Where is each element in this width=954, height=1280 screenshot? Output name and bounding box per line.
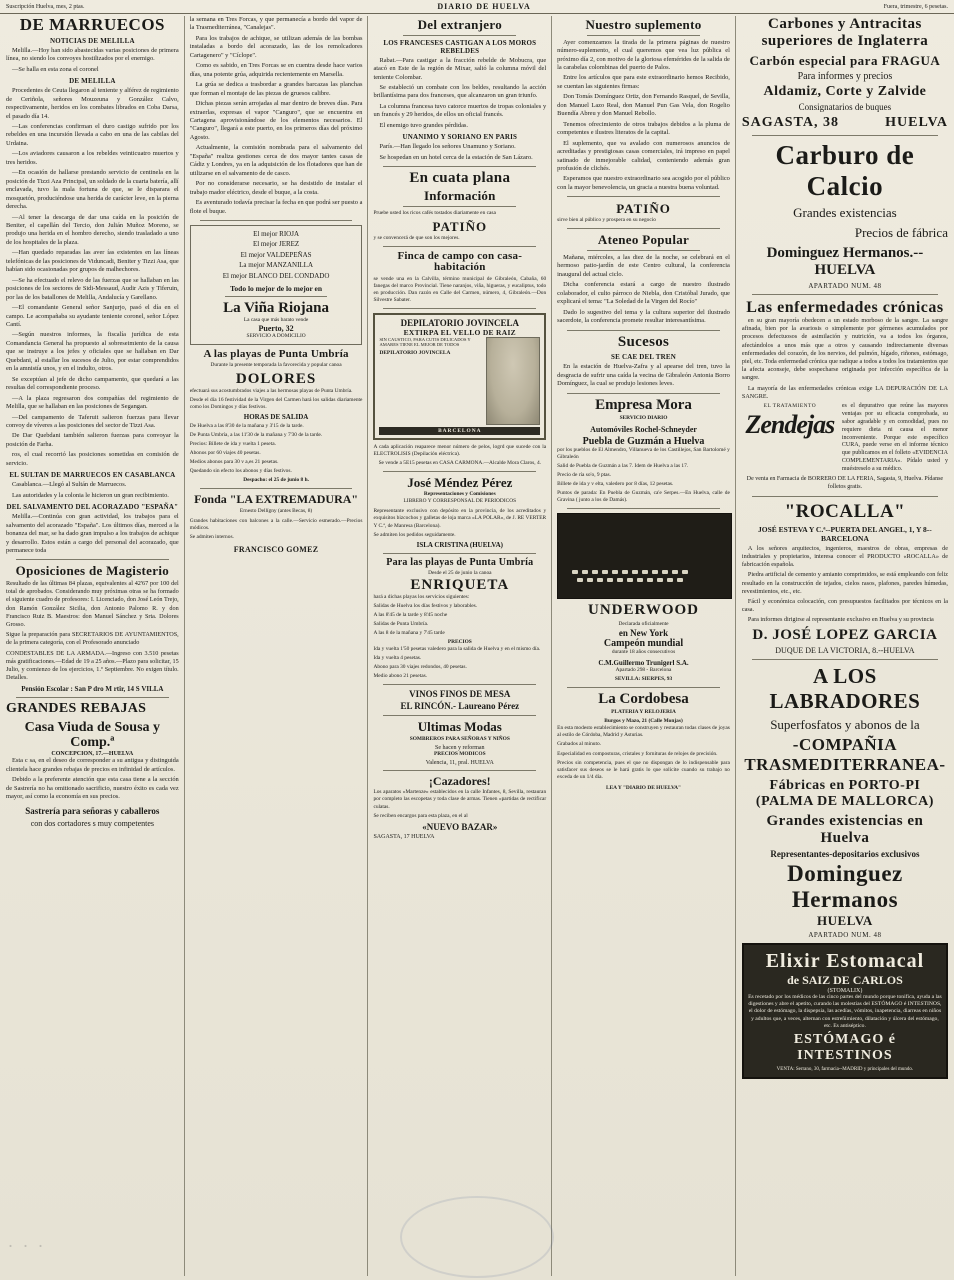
ad-line: Automóviles Rochel-Schneyder <box>590 424 697 434</box>
ad-title-carburo: Carburo de Calcio <box>775 140 915 201</box>
ad-title-patino: PATIÑO <box>432 218 488 234</box>
divider <box>567 196 720 197</box>
ad-line: Fábricas en PORTO-PI (PALMA DE MALLORCA) <box>755 777 934 809</box>
divider <box>200 488 353 489</box>
column-1 <box>6 16 179 1276</box>
divider <box>383 166 536 167</box>
article-paragraph: Dicha conferencia estará a cargo de nuestro ilustrado colaborador, el culto párroco de Niebla, don Cristóbal Jurado, que explicará el tema: "La Soledad de la Virgen del Rocío" <box>557 281 730 306</box>
subhead-unamuno-soriano: UNANIMO Y SORIANO EN PARIS <box>402 133 518 142</box>
article-paragraph: Las autoridades y la colonia le hicieron un gran recibimiento. <box>12 491 169 499</box>
divider <box>752 294 938 295</box>
article-paragraph: En la estación de Huelva-Zafra y al apearse del tren, tuvo la desgracia de sufrir una caída la vecina de Gibraleón Antonia Borro Domínguez, la cual se produjo lesiones leves. <box>557 363 730 388</box>
article-paragraph: Procedentes de Ceuta llegaron al teniente y alférez de regimiento de Ceriñola, señores Mouzeuna y González Calvo, respectivamente, heridos en los combates librados en Coba Darsa, el pasado día 14. <box>6 87 179 120</box>
ad-line: Puebla de Guzmán a Huelva <box>582 435 705 447</box>
ad-title-jose-mendez: José Méndez Pérez <box>407 474 513 490</box>
ad-line: en New York <box>618 627 669 638</box>
ad-body: Abonos por 60 viajes 40 pesetas. <box>189 450 261 457</box>
divider <box>403 206 516 207</box>
ad-body: En esta modesto establecimiento se construyen y restauran todas clases de joyas al estilo de Córdoba, Madrid y Asturias. <box>557 725 730 739</box>
article-paragraph: —Al tener la descarga de dar una caída en la posición de Beniter, el capellán del Tercio, don Julián Muñoz Moreno, se produjo una herida en el hombro derecho, siendo trasladado a uno de los hospitales de la plaza. <box>6 213 179 246</box>
divider <box>383 308 536 309</box>
article-paragraph: La columna francesa tuvo catorce muertos de tropas coloniales y un francés y 29 heridos, de ellos un oficial francés. <box>373 102 547 119</box>
ad-address: Pensión Escolar : San P dro M rtir, 14 S VILLA <box>21 685 164 694</box>
ad-title-depilatorio: DEPILATORIO JOVINCELA <box>400 317 520 328</box>
ad-company: Dominguez Hermanos <box>787 860 903 912</box>
article-paragraph: Casablanca.—Llegó al Sultán de Marruecos. <box>12 481 127 489</box>
ad-body: SIN CAUSTICO, PARA CUTIS DELICADOS Y AMARES TIENE EL MEJOR DE TODOS <box>379 336 471 348</box>
article-paragraph: ros, el cual recorrió las posiciones sometidas en comisión de servicio. <box>6 451 179 467</box>
column-4 <box>551 16 730 1276</box>
article-paragraph: Para los trabajos de achique, se utilizan además de las bombas instaladas a bordo del acorazado, las de los remolcadores Cartagenero" y "Cíclope". <box>189 34 363 59</box>
ad-city: HUELVA <box>885 115 948 130</box>
ad-title-finca: Finca de campo con casa-habitación <box>397 249 523 274</box>
ad-body: y se convencerá de que son los mejores. <box>373 234 460 241</box>
ad-body: Precio de ría so'o, 9 ptas. <box>557 471 611 478</box>
ad-line: La casa que más barato vende <box>243 317 309 324</box>
article-paragraph: —En ocasión de hallarse prestando servicio de centinela en la posición de Tizzi Aza Principal, un soldado de la cuarta batería, allí enclavada, tuvo la mala fortuna de que, se le disparara el mosquetón, produciéndose una herida de carácter leve, en la pierna derecha. <box>6 169 179 211</box>
ad-city: SEVILLA: SIERPES, 93 <box>614 675 673 682</box>
ad-label-tratamiento: EL TRATAMIENTO <box>763 402 817 409</box>
ad-body: Salidas de Punta Umbría. <box>373 621 429 628</box>
ad-address: Apartado 298 - Barcelona <box>615 666 672 673</box>
ad-address: SAGASTA, 17 HUELVA <box>373 833 435 840</box>
ad-body: Salid de Puebla de Guzmán a las 7. Idem de Huelva a las 17. <box>557 462 689 469</box>
article-paragraph: Melilla.—Hoy han sido abastecidas varias posiciones de primera línea, no siendo los convoyes hostilizados por el enemigo. <box>6 46 179 63</box>
ad-line: SERVICIO A DOMICILIO <box>246 333 306 340</box>
ad-company: JOSÉ ESTEVA Y C.ª--PUERTA DEL ANGEL, 1, Y 8--BARCELONA <box>758 524 932 543</box>
divider <box>752 659 938 660</box>
ad-line: Aldamiz, Corte y Zalvide <box>763 84 927 99</box>
ad-title-empresa-mora: Empresa Mora <box>595 396 692 413</box>
ad-body: Salidas de Huelva los días festivos y laborables. <box>373 603 478 610</box>
ad-city: HUELVA <box>817 912 873 928</box>
ad-title-nuevo-bazar: «NUEVO BAZAR» <box>422 821 498 832</box>
ad-subhead: SERVICIO DIARIO <box>619 415 668 422</box>
article-paragraph: Dado lo sugestivo del tema y la cultura superior del ilustrado sacerdote, la conferencia promete resultar interesantísima. <box>557 308 730 325</box>
article-paragraph: Esperamos que nuestro extraordinario sea acogido por el público con la mayor benevolencia, un gracia a nuestra buena voluntad. <box>557 175 730 191</box>
ad-body: Piedra artificial de cemento y amianto comprimidos, se está empleando con feliz resultado en la construcción de tejados, cielos rasos, plafones, paredes húmedas, revestimientos, etc., etc. <box>741 571 948 595</box>
ad-company: Dominguez Hermanos.--HUELVA <box>766 245 924 278</box>
masthead-right: Fuera, trimestre, 6 pesetas. <box>883 3 948 10</box>
article-paragraph: —Los aviadores causaron a los rebeldes veinticuatro muertos y tres heridos. <box>6 150 179 166</box>
article-paragraph: —El comandante General señor Sanjurjo, pasó el día en el campo. Le acompañaba su ayudante teniente coronel, señor López Cantí. <box>6 304 179 328</box>
footer-promo: LEA Y "DIARIO DE HUELVA" <box>605 784 682 791</box>
ad-line: Todo lo mejor de lo mejor en <box>230 284 323 294</box>
ad-body: De venta en Farmacia de BORRERO DE LA FERIA, Sagasta, 9, Huelva. Pídanse folletos gratis. <box>746 476 944 490</box>
divider <box>567 508 720 509</box>
ad-line: Campeón mundial <box>603 637 684 649</box>
divider <box>587 35 700 36</box>
ad-title-vina-riojana: La Viña Riojana <box>223 300 329 317</box>
ad-body: A cada aplicación reaparece menor número de pelos, logrd que sucede con la ELECTROLISIS (Depilación eléctrica). <box>373 443 547 457</box>
ad-body: A las 8'45 de la tarde y 8'45 noche <box>373 612 448 619</box>
ad-body: por los pueblos de El Almendro, Villanueva de los Castillejos, San Bartolomé y Gibraleón <box>557 446 730 460</box>
ad-body: Precios: Billete de ida y vuelta 1 peseta. <box>189 441 276 448</box>
ad-line: Grandes existencias en Huelva <box>766 812 924 846</box>
divider <box>567 393 720 394</box>
ad-line: con dos cortadores s muy competentes <box>30 818 155 828</box>
ad-body: en su gran mayoría obedecen a un estado morboso de la sangre. La sangre afinada, bien por la avariosis o simplemente por gérmenes acumulados por procesos defectuosos de asimilación y nutrición, va a todos los órganos, afectándolos a unos más que a otros y causando indirectamente diversas enfermedades del corazón, de los nervios, del pulmón, hígado, riñones, estómago, piel, etc. Toda enfermedad crónica que radique a todos a todos los tratamientos que la afecta aconseje, debe sospecharse originada por infección específica de la sangre. <box>741 317 948 382</box>
ad-line: Grandes existencias <box>793 205 897 220</box>
ad-title-rocalla: "ROCALLA" <box>784 500 906 522</box>
article-paragraph: Rabat.—Para castigar a la fracción rebelde de Mobucra, que atacó en Este de la región de Mixar, salió la columna móvil del teniente Colombar. <box>373 56 547 81</box>
subhead-franceses-castigan: LOS FRANCESES CASTIGAN A LOS MOROS REBELDES <box>383 38 537 55</box>
ad-body: efectuará sus acostumbrados viajes a las hermosas playas de Punta Umbría. <box>189 388 353 395</box>
ad-body: Medios abonos para 30 v a,es 21 pesetas. <box>189 459 279 466</box>
ad-body: Ida y vuelta 1'50 pesetas valedero para la salida de Huelva y en el mismo día. <box>373 646 541 653</box>
ad-body: Especialidad en composturas, cristales y fornituras de relojes de precisión. <box>557 750 718 757</box>
wine-line: La mejor MANZANILLA <box>239 261 314 270</box>
ad-address: SAGASTA, 38 <box>741 115 839 130</box>
ad-body: De Huelva a las 8'30 de la mañana y 3'15 de la tarde. <box>189 423 304 430</box>
wine-line: El mejor VALDEPEÑAS <box>240 250 312 259</box>
ad-body: Desde el día 16 festividad de la Virgen del Carmen hará los salidas diariamente como los Domingos y días festivos. <box>189 397 363 411</box>
ad-title-enfermedades: Las enfermedades crónicas <box>746 299 944 316</box>
divider <box>225 296 328 297</box>
ad-body: Medio abono 21 pesetas. <box>373 673 428 680</box>
ad-line: Precios de fábrica <box>854 225 948 240</box>
divider <box>383 770 536 771</box>
woman-illustration <box>486 337 540 425</box>
ad-body: La mayoría de las enfermedades crónicas exige LA DEPURACIÓN DE LA SANGRE. <box>741 384 948 400</box>
article-paragraph: El suplemento, que va avalado con numerosos anuncios de acreditadas y prestigiosas casas comerciales, irá impreso en papel satinado de inmejorable calidad, conteniendo además gran profusión de clichés. <box>557 139 730 172</box>
ad-body: se vende una en la Calvilla, término municipal de Gibraleón, Cabaña, 60 fanegas del marco Provincial. Tiene naranjos, viña, higueras, y eucaliptus, todo en producción. Dan razón en Calle del Carmen, número, 4, Gibraleón.—Don Silvestre Sabater. <box>373 275 547 303</box>
ad-depilatorio <box>373 313 546 440</box>
ad-body: Grabados al minuto. <box>557 741 602 748</box>
article-paragraph: Por no considerarse necesario, se ha desistido de instalar el trabajo mador eléctrico, desde el buque, a la costa. <box>189 180 363 196</box>
ad-signature: FRANCISCO GOMEZ <box>233 544 319 554</box>
masthead-left: Suscripción Huelva, mes, 2 ptas. <box>6 3 85 10</box>
subhead-sultan-marruecos: EL SULTAN DE MARRUECOS EN CASABLANCA <box>9 471 176 480</box>
divider <box>383 684 536 685</box>
ad-body: Se admiten los pedidos seguidamente. <box>373 531 456 538</box>
subhead-noticias-melilla: NOTICIAS DE MELILLA <box>50 36 135 45</box>
article-paragraph: París.—Han llegado los señores Unamuno y Soriano. <box>379 143 516 151</box>
subhead-de-melilla: DE MELILLA <box>69 77 116 86</box>
ad-line: durante 18 años consecutivos <box>611 648 676 655</box>
wine-line: El mejor BLANCO DEL CONDADO <box>222 271 330 280</box>
ad-subhead: SOMBREROS PARA SEÑORAS Y NIÑOS <box>409 735 510 742</box>
ad-title-labradores: A LOS LABRADORES <box>769 663 921 713</box>
ad-body: Despacho: el 25 de junio 8 h. <box>243 477 309 484</box>
ad-body: Quedando sin efecto los abonos y días festivos. <box>189 468 292 475</box>
ad-line: -COMPAÑIA TRASMEDITERRANEA- <box>744 734 946 774</box>
ad-address: DUQUE DE LA VICTORIA, 8.--HUELVA <box>775 645 915 655</box>
article-paragraph: Tenemos ofrecimiento de otros trabajos debidos a la pluma de competentes e ilustres literatos de la capital. <box>557 120 730 137</box>
ad-title-oposiciones: Oposiciones de Magisterio <box>15 563 170 579</box>
ad-title-fonda: Fonda "LA EXTREMADURA" <box>194 492 359 507</box>
ad-body: sirve bien al público y prospera en su negocio <box>557 217 656 224</box>
ad-subhead: PRECIOS <box>447 639 472 646</box>
ad-address: CONCEPCION, 17.—HUELVA <box>51 751 134 758</box>
article-paragraph: —Se ha efectuado el relevo de las fuerzas que se hallaban en las posiciones de los sectores de Sidi-Messaud, Audir Azis y Tiferuin, por las de los batallones de Melilla, Andalucía y Garellano. <box>6 276 179 301</box>
article-paragraph: De Dar Quebdani también salieron fuerzas para convoyar la posición de Farha. <box>6 432 179 448</box>
watermark-seal <box>400 1196 554 1278</box>
column-3 <box>367 16 546 1276</box>
ad-title-ultimas-modas: Ultimas Modas <box>417 719 502 735</box>
headline-de-marruecos: DE MARRUECOS <box>19 15 166 34</box>
ad-body: CONDESTABLES DE LA ARMADA.—Ingreso con 3.510 pesetas más gratificaciones.—Edad de 19 a 25 años.—Plazo para solicitar, 15 Julio, y comienzo de los ejercicios, 1.º Septiembre. No exigen título. Detalles. <box>6 649 179 682</box>
article-paragraph: —Han quedado reparadas las aver ías existentes en las líneas telefónicas de las posiciones de Viduncadi, Beniter y Tizzi Asa, que habían sido ocasionadas por grupos de malhechores. <box>6 249 179 274</box>
ad-line: ESTÓMAGO é INTESTINOS <box>793 1032 896 1064</box>
ad-subhead: PLATERIA Y RELOJERIA <box>611 709 676 716</box>
ad-title-para-playas: Para las playas de Punta Umbría <box>386 556 534 568</box>
article-paragraph: Ayer comenzamos la tirada de la primera páginas de nuestro número-suplemento, el cual queremos que vea luz pública el próximo día 2, con motivo de la gloriosa efemérides de la salida de la carabelas colombinas del puerto de Palos. <box>557 38 730 71</box>
ad-title-dolores: DOLORES <box>235 371 317 388</box>
ad-title-elixir: Elixir Estomacal <box>765 949 925 972</box>
subhead-salvamento-espana: DEL SALVAMENTO DEL ACORAZADO "ESPAÑA" <box>6 503 179 512</box>
ad-body: Grandes habitaciones con balcones a la calle.—Servicio esmerado.—Precios módicos. <box>189 517 363 531</box>
article-paragraph: Mañana, miércoles, a las diez de la noche, se celebrará en el hermoso patio-jardín de este Centro cultural, la conferencia inaugural del actual ciclo. <box>557 254 730 278</box>
ad-address: Burgos y Mazo, 21 (Calle Monjas) <box>604 718 683 725</box>
ad-title-cordobesa: La Cordobesa <box>598 690 689 707</box>
ad-body: Abono para 30 viajes redondos, 40 pesetas. <box>373 664 467 671</box>
ad-line: Sastrería para señoras y caballeros <box>25 805 160 816</box>
ad-address: Puerto, 32 <box>258 324 294 334</box>
ad-brand: DEPILATORIO JOVINCELA <box>379 350 451 357</box>
wine-line: El mejor RIOJA <box>253 229 300 238</box>
ad-title-rincon: EL RINCÓN.- Laureano Pérez <box>400 701 520 712</box>
ad-body: Esta c sa, en el deseo de corresponder a su antigua y distinguida clientela hace grandes rebajas de precios en infinidad de artículos. <box>6 757 179 773</box>
ad-title-casa-viuda: Casa Viuda de Sousa y Comp.ª <box>24 719 161 750</box>
ad-body: A las 8 de la mañana y 7'45 tarde <box>373 630 445 637</box>
ad-city: BARCELONA <box>379 427 540 435</box>
divider <box>200 220 353 221</box>
ad-company: C.M.Guillermo Trunigerl S.A. <box>598 658 689 667</box>
divider <box>587 250 700 251</box>
ad-line: Desde el 25 de junio la canoa <box>428 570 492 577</box>
article-paragraph: Es aventurado todavía precisar la fecha en que podrá ser puesto a flote el buque. <box>189 199 363 215</box>
ad-elixir-estomacal <box>742 943 948 1080</box>
ad-subhead: EXTIRPA EL VELLO DE RAIZ <box>403 327 516 337</box>
ad-line: Ernesto Dellígny (antes Becas, 8) <box>239 507 313 514</box>
ad-address-row <box>373 834 546 840</box>
article-paragraph: La grúa se dedica a trasbordar a grandes barcazas las planchas que forman el montaje de las piezas de gruesos calibre. <box>189 81 363 97</box>
divider <box>567 330 720 331</box>
ad-title-patino-2: PATIÑO <box>616 201 671 217</box>
article-paragraph: Entre los artículos que para este extraordinario hemos Recibido, se cuentan las siguientes firmas: <box>557 74 730 90</box>
ad-body: Sigue la preparación para SECRETARIOS DE AYUNTAMIENTOS, de la primera categoría, con el Profesorado anunciado <box>6 631 179 647</box>
divider <box>383 553 536 554</box>
article-paragraph: —Del campamento de Taferuit salieron fuerzas para llevar convoy de víveres a las posiciones del sector de Tizzi Asa. <box>6 413 179 429</box>
column-2 <box>184 16 363 1276</box>
ad-body: Fácil y económica colocación, con presupuestos facilitados por técnicos en la casa. <box>741 597 948 614</box>
ad-vinos-lista <box>190 225 363 345</box>
ad-body: Puntos de parada: En Puebla de Guzmán, ca'e Serpes.—En Huelva, calle de Gravina ( junto a los de Damás). <box>557 489 730 503</box>
headline-en-cuata-plana: En cuata plana <box>409 170 511 187</box>
ad-body: Es recetado por los médicos de las cinco partes del mundo porque tonifica, ayuda a las digestiones y abre el apetito, curando las molestias del ESTÓMAGO é INTESTINOS, el dolor de estómago, la dispepsia, las acedías, vómitos, inapetencia, diarreas en niños y adultos que, a veces, alternan con estreñimiento, dilatación y úlcera del estómago, etc. Es antiséptico. <box>748 993 942 1030</box>
article-paragraph: Melilla.—Continúa con gran actividad, los trabajos para el salvamento del acorazado "España". Los últimos días, merced a la bonanza del mar, se ha dado gran impulso a los trabajos de achique y desarrollo. Estos están a cargo del personal del acorazado, que permanece toda <box>6 513 179 554</box>
headline-sucesos: Sucesos <box>617 333 670 350</box>
ad-line: Carbón especial para FRAGUA <box>749 53 941 68</box>
article-paragraph: Como es sabido, en Tres Forcas se en cuentra desde hace varios días, una potente grúa, adquirida recientemente en Marsella. <box>189 62 363 78</box>
masthead <box>0 0 954 14</box>
ad-body: hará a dichas playas los servicios siguientes: <box>373 594 470 601</box>
ad-body: Representante exclusivo con depósito en la provincia, de los acreditados y exquisitos bizcochos y galletas de loja marca «LA POLAR», de J. RE VERTER Y C.ª, de Manresa (Barcelona). <box>373 508 547 529</box>
ad-body: Se admiten internos. <box>189 533 234 540</box>
divider <box>752 135 938 136</box>
article-paragraph: Se estableció un combate con los beldes, resultando la acción brillantísima para dos franceses, que alcanzaron un gran triunfo. <box>373 84 547 100</box>
ad-title-underwood: UNDERWOOD <box>588 601 699 618</box>
ad-title-vinos-mesa: VINOS FINOS DE MESA <box>409 689 511 700</box>
ad-body: Precios sin competencia, pues el que no dispongan de lo indispensable para satisfacer sus deseos se le hará gratis lo que solicite cuando su trabajo no exceda de un 1/4 día. <box>557 759 730 780</box>
ad-body: De Punta Umbría, a las 11'30 de la mañana y 7'30 de la tarde. <box>189 432 323 439</box>
ad-line: Representantes-depositarios exclusivos <box>770 848 920 859</box>
ad-address: ISLA CRISTINA (HUELVA) <box>416 540 503 549</box>
ad-title-playas-punta-umbria: A las playas de Punta Umbría <box>203 347 349 360</box>
ad-line: Declarada oficialmente <box>618 620 669 627</box>
article-paragraph: —A la plaza regresaron dos compañías del regimiento de Melilla, que se hallaban en las posiciones de Segangan. <box>6 394 179 411</box>
ad-body: Ida y vuelta 4 pesetas. <box>373 655 422 662</box>
ad-body: Para informes dirigirse al representante exclusivo en Huelva y su provincia <box>747 616 934 624</box>
ad-subhead: HORAS DE SALIDA <box>243 413 309 422</box>
divider <box>383 471 536 472</box>
column-5 <box>735 16 948 1276</box>
ad-line: Consignatarios de buques <box>798 102 892 112</box>
ad-body: Billete de ida y v elta, valedero por 8 días, 12 pesetas. <box>557 480 674 487</box>
ad-line: Para informes y precios <box>797 71 893 82</box>
ad-brand-alt: (STOMALIX) <box>827 987 863 994</box>
article-paragraph: Actualmente, la comisión nombrada para el salvamento del "España" realiza gestiones cerca de dos mayor tantes casas de Cádiz y Londres, ya en la adquisición de los flotadores que han de utilizarse en el salvamento de de casco. <box>189 144 363 177</box>
headline-ateneo-popular: Ateneo Popular <box>597 232 690 248</box>
ad-body: A los señores arquitectos, ingenieros, maestros de obras, empresas de industriales y propietarios, interesa conocer el PRODUCTO «ROCALLA» de fabricación española. <box>741 544 948 569</box>
ad-name-lopez-garcia: D. JOSÉ LOPEZ GARCIA <box>752 626 938 643</box>
ad-body: es el depurativo que reúne las mayores ventajas por su eficacia comprobada, su sabor agradable y en comodidad, pues no requiere dieta ni causa el menor inconveniente. Porque este específico CURA, puede verse en el informe técnico que publicamos en el folleto «EVIDENCIA COMPLEMENTARIA». Pídalo usted y muéstreselo a su médico. <box>841 402 948 473</box>
article-paragraph: —Se halla en esta zona el coronel <box>12 65 99 73</box>
ad-title-carbones: Carbones y Antracitas superiores de Inglaterra <box>761 16 929 49</box>
ad-address: Valencia, 11, pral. HUELVA <box>425 759 494 766</box>
article-paragraph: —Según nuestros informes, la fiscalía jurídica de esta Comandancia General ha propuesto al sobreseimiento de la causa que se instruye a los jefes y oficiales que se hallaban en Dar Quebdani, al estallar los sucesos de Julio, por estar comprendidos en la amnistía unos, y en el indulto, otros. <box>6 331 179 373</box>
ad-brand-zendejas: Zendejas <box>745 409 835 439</box>
ad-footer: VENTA: Serrano, 30, farmacia--MADRID y principales del mundo. <box>776 1067 914 1073</box>
ad-title-grandes-rebajas: GRANDES REBAJAS <box>6 701 147 717</box>
divider <box>16 559 169 560</box>
divider <box>403 35 516 36</box>
divider <box>383 246 536 247</box>
ad-line: PRECIOS MODICOS <box>433 750 486 757</box>
headline-del-extranjero: Del extranjero <box>417 17 503 32</box>
columns-container <box>6 16 948 1276</box>
divider <box>383 715 536 716</box>
article-paragraph: la semana en Tres Forcas, y que permanecía a bordo del vapor de la Trasmediterránea, "Canalejas". <box>189 16 363 32</box>
divider <box>567 228 720 229</box>
ad-body: Los aparatos «Martenze» establecidos en la calle Infantes, 8, Sevilla, restauran por completo las escopetas y toda clase de armas. Tienen «partidas de rectificar culatas. <box>373 789 547 810</box>
divider <box>567 687 720 688</box>
article-paragraph: Se hospedan en un hotel cerca de la estación de San Lázaro. <box>379 153 533 161</box>
ad-subhead: Representaciones y Comisiones <box>423 491 496 498</box>
ad-body: Debido a la preferente atención que esta casa tiene a la sección de Sastrería no ha omitionado sacrificio, nuestro éxito es cada vez mayor, así como la economía en sus precios. <box>6 776 179 801</box>
typewriter-illustration <box>557 513 732 599</box>
article-paragraph: Se exceptúan al jefe de dicho campamento, que quedará a las resultas del correspondiente proceso. <box>6 375 179 392</box>
ad-line: Durante la presente temporada la favorecida y popular canoa <box>210 362 342 369</box>
article-paragraph: Don Tomás Domínguez Ortiz, don Fernando Rasquel, de Sevilla, don Manuel Lazo Real, don Manuel Pun Gas Vela, don Rogelio Buendía Abreu y don Manuel Rebollo. <box>557 93 730 118</box>
watermark-text: · · · <box>8 1236 46 1256</box>
ad-line: Se hacen y reforman <box>435 744 485 751</box>
ad-subhead: LIBRERO Y CORRESPONSAL DE PERIODICOS <box>403 498 517 505</box>
ad-title-cazadores: ¡Cazadores! <box>428 773 491 788</box>
ad-apartado: APARTADO NUM. 48 <box>808 930 882 939</box>
article-paragraph: —Las conferencias confirman el duro castigo sufrido por los rebeldes en una incursión llevada a cabo en una de las cabilas del Urdaina. <box>6 123 179 147</box>
article-paragraph: Dichas piezas serán arrojadas al mar dentro de breves días. Para extraerlas, expresas el vapor "Canguro", que se encuentra en Cartagena aprovisionándose de los elementos necesarios. El "Canguro", llegará a este puerto, en los primeros días del próximo Agosto. <box>189 100 363 141</box>
subhead-se-cae-del-tren: SE CAE DEL TREN <box>611 353 676 362</box>
masthead-title: DIARIO DE HUELVA <box>437 2 531 11</box>
ad-body: Pruebe usted los ricos cafés tostados diariamente en casa <box>373 209 496 216</box>
ad-body: Se reciben encargos para esta plaza, en el al <box>373 812 468 819</box>
ad-apartado: APARTADO NUM. 48 <box>808 282 882 290</box>
ad-body: Resultado de las últimas 84 plazas, equivalentes al 42'67 por 100 del total de aprobados. Considerando muy próximas otras se ha formado el siguiente cuadro de profesores: I. Licenciado, don José León Trejo, don Ramón González Sicilia, don Antonio Palomo R. y don Francisco Ruiz B. Maestros: don Manuel Sánchez y Srta. Dolores Grosso. <box>6 580 179 628</box>
divider <box>16 697 169 698</box>
ad-line: Superfosfatos y abonos de la <box>770 716 920 732</box>
wine-line: El mejor JEREZ <box>252 240 300 249</box>
headline-nuestro-suplemento: Nuestro suplemento <box>585 17 702 32</box>
divider <box>752 496 938 497</box>
ad-title-enriqueta: ENRIQUETA <box>410 577 510 594</box>
article-paragraph: El enemigo tuvo grandes pérdidas. <box>379 121 468 129</box>
ad-brand: de SAIZ DE CARLOS <box>787 972 903 987</box>
ad-body: Se vende a 5E15 pesetas en CASA CARMONA.—Alcalde Mora Claros, 4. <box>378 459 542 466</box>
headline-informacion: Información <box>424 187 496 203</box>
